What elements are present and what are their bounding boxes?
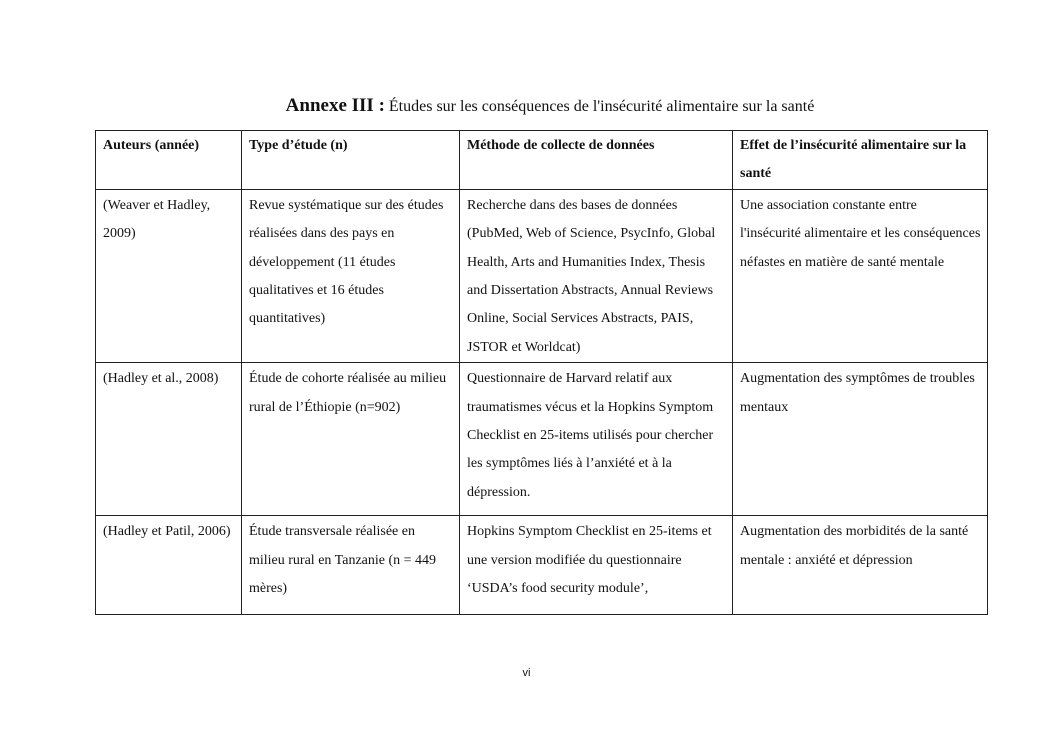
studies-table bbox=[95, 130, 988, 615]
cell-effect: Augmentation des morbidités de la santé mentale : anxiété et dépression bbox=[733, 516, 988, 615]
cell-study-type: Étude transversale réalisée en milieu rural en Tanzanie (n = 449 mères) bbox=[242, 516, 460, 615]
title-prefix: Annexe III : bbox=[285, 95, 385, 116]
cell-method: Questionnaire de Harvard relatif aux traumatismes vécus et la Hopkins Symptom Checklist en 25-items utilisés pour chercher les symptômes liés à l’anxiété et à la dépression. bbox=[460, 363, 733, 516]
header-method: Méthode de collecte de données bbox=[460, 131, 733, 190]
title-text: Études sur les conséquences de l'insécurité alimentaire sur la santé bbox=[388, 98, 815, 115]
cell-study-type: Étude de cohorte réalisée au milieu rural de l’Éthiopie (n=902) bbox=[242, 363, 460, 516]
header-effect: Effet de l’insécurité alimentaire sur la santé bbox=[733, 131, 988, 190]
page-number: vi bbox=[522, 667, 531, 679]
cell-authors: (Hadley et Patil, 2006) bbox=[96, 516, 242, 615]
table-header-row bbox=[96, 131, 988, 190]
table-row bbox=[96, 189, 988, 362]
table-row bbox=[96, 363, 988, 516]
cell-method: Recherche dans des bases de données (PubMed, Web of Science, PsycInfo, Global Health, Arts and Humanities Index, Thesis and Dissertation Abstracts, Annual Reviews Online, Social Services Abstracts, PAIS, JSTOR et Worldcat) bbox=[460, 189, 733, 362]
cell-study-type: Revue systématique sur des études réalisées dans des pays en développement (11 études qualitatives et 16 études quantitatives) bbox=[242, 189, 460, 362]
cell-authors: (Weaver et Hadley, 2009) bbox=[96, 189, 242, 362]
page-title bbox=[0, 94, 1053, 119]
cell-effect: Une association constante entre l'insécurité alimentaire et les conséquences néfastes en matière de santé mentale bbox=[733, 189, 988, 362]
header-study-type: Type d’étude (n) bbox=[242, 131, 460, 190]
cell-effect: Augmentation des symptômes de troubles mentaux bbox=[733, 363, 988, 516]
cell-authors: (Hadley et al., 2008) bbox=[96, 363, 242, 516]
table-row bbox=[96, 516, 988, 615]
header-authors: Auteurs (année) bbox=[96, 131, 242, 190]
cell-method: Hopkins Symptom Checklist en 25-items et une version modifiée du questionnaire ‘USDA’s food security module’, bbox=[460, 516, 733, 615]
